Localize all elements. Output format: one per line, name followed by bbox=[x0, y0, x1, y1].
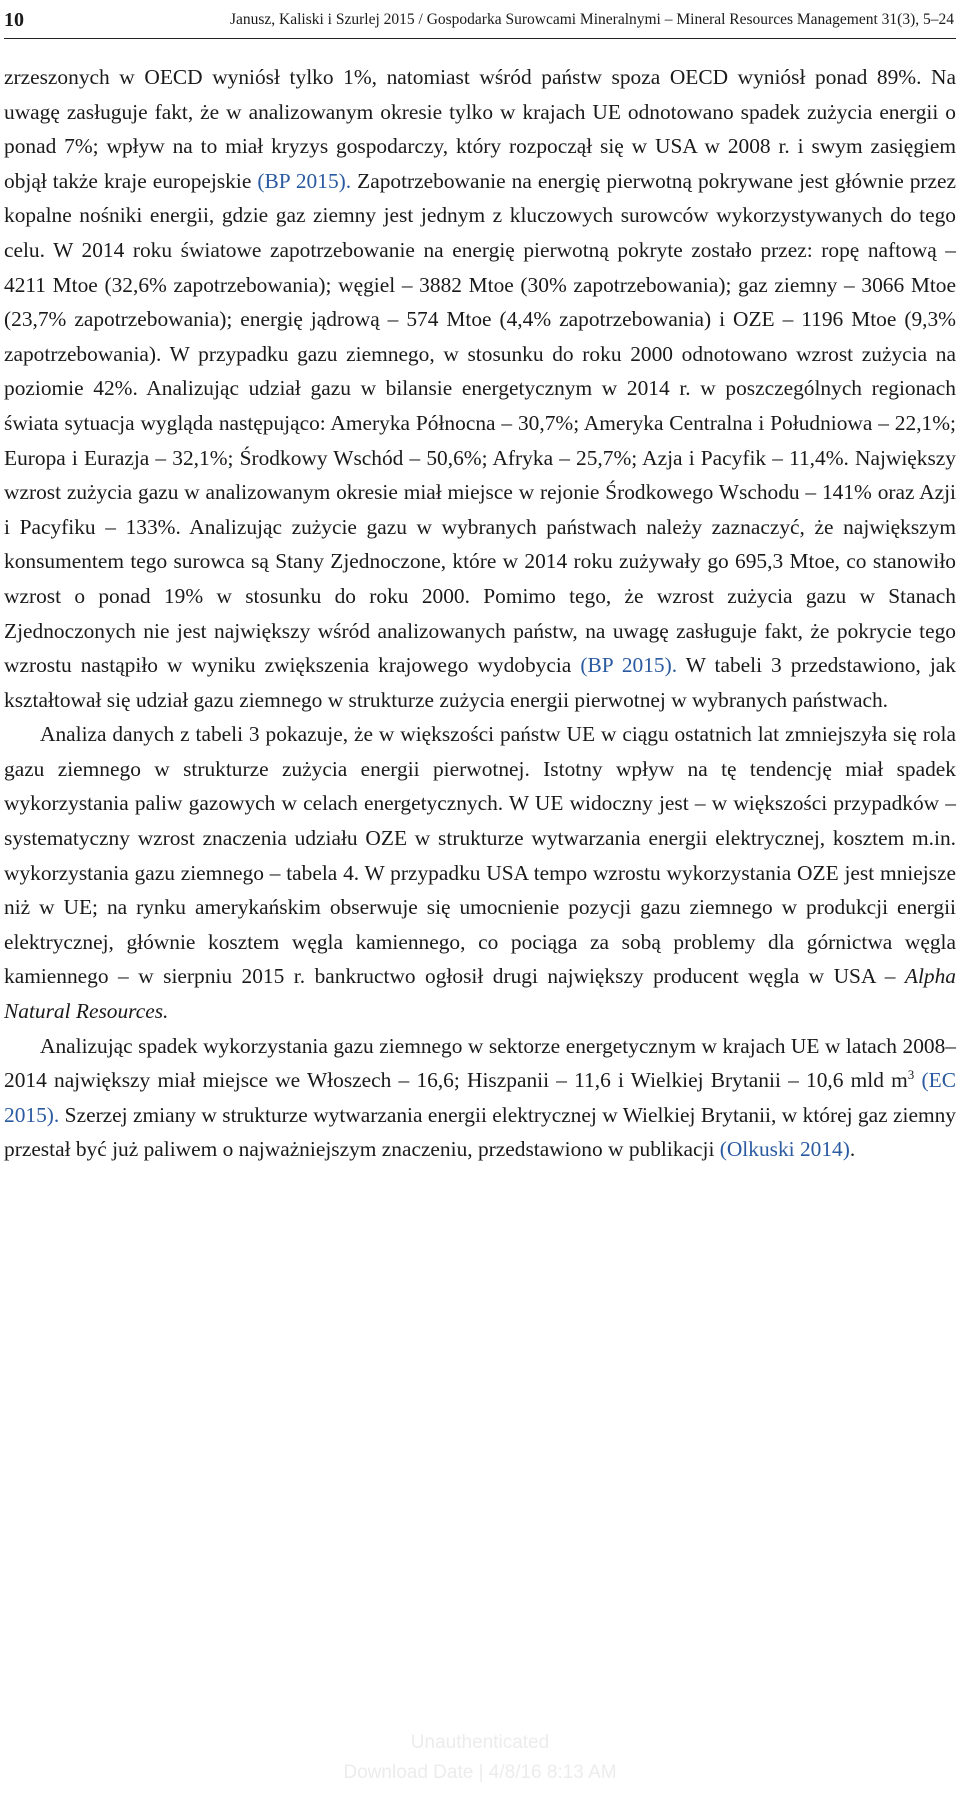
paragraph-3 bbox=[4, 1029, 956, 1167]
citation-link[interactable]: (BP 2015). bbox=[580, 653, 678, 678]
paragraph-text: Analiza danych z tabeli 3 pokazuje, że w większości państw UE w ciągu ostatnich lat zmniejszyła się rola gazu ziemnego w strukturze zużycia energii pierwotnej. Istotny wpływ na tę tendencję miał spadek wykorzystania paliw gazowych w celach energetycznych. W UE widoczny jest – w większości przypadków – systematyczny wzrost znaczenia udziału OZE w strukturze wytwarzania energii elektrycznej, kosztem m.in. wykorzystania gazu ziemnego – tabela 4. W przypadku USA tempo wzrostu wykorzystania OZE jest mniejsze niż w UE; na rynku amerykańskim obserwuje się umocnienie pozycji gazu ziemnego w produkcji energii elektrycznej, głównie kosztem węgla kamiennego, co pociąga za sobą problemy dla górnictwa węgla kamiennego – w sierpniu 2015 r. bankructwo ogłosił drugi największy producent węgla w USA – bbox=[4, 722, 956, 989]
citation-link[interactable]: (EC 2015). bbox=[4, 1068, 956, 1127]
page-number: 10 bbox=[4, 9, 24, 31]
citation-link[interactable]: (BP 2015). bbox=[257, 168, 352, 193]
paragraph-text: . bbox=[849, 1137, 856, 1162]
superscript-exponent: 3 bbox=[907, 1067, 915, 1083]
paragraph-text: W tabeli 3 przedstawiono, jak kształtował się udział gazu ziemnego w strukturze zużycia energii pierwotnej w wybranych państwach. bbox=[4, 653, 957, 712]
paragraph-1 bbox=[4, 60, 956, 717]
watermark-line-2: Download Date | 4/8/16 8:13 AM bbox=[343, 1762, 617, 1783]
running-head-citation: Janusz, Kaliski i Szurlej 2015 / Gospodarka Surowcami Mineralnymi – Mineral Resources Management 31(3), 5–24 bbox=[229, 11, 954, 28]
running-header bbox=[4, 8, 956, 39]
paragraph-2 bbox=[4, 717, 956, 1028]
paragraph-text: Szerzej zmiany w strukturze wytwarzania energii elektrycznej w Wielkiej Brytanii, w której gaz ziemny przestał być już paliwem o najważniejszym znaczeniu, przedstawiono w publikacji bbox=[4, 1102, 956, 1162]
article-body bbox=[4, 60, 956, 1167]
paragraph-text: Zapotrzebowanie na energię pierwotną pokrywane jest głównie przez kopalne nośniki energii, gdzie gaz ziemny jest jednym z kluczowych surowców wykorzystywanych do tego celu. W 2014 roku światowe zapotrzebowanie na energię pierwotną pokryte zostało przez: ropę naftową – 4211 Mtoe (32,6% zapotrzebowania); węgiel – 3882 Mtoe (30% zapotrzebowania); gaz ziemny – 3066 Mtoe (23,7% zapotrzebowania); energię jądrową – 574 Mtoe (4,4% zapotrzebowania) i OZE – 1196 Mtoe (9,3% zapotrzebowania). W przypadku gazu ziemnego, w stosunku do roku 2000 odnotowano wzrost zużycia na poziomie 42%. Analizując udział gazu w bilansie energetycznym w 2014 r. w poszczególnych regionach świata sytuacja wygląda następująco: Ameryka Północna – 30,7%; Ameryka Centralna i Południowa – 22,1%; Europa i Eurazja – 32,1%; Środkowy Wschód – 50,6%; Afryka – 25,7%; Azja i Pacyfik – 11,4%. Największy wzrost zużycia gazu w analizowanym okresie miał miejsce w rejonie Środkowego Wschodu – 141% oraz Azji i Pacyfiku – 133%. Analizując zużycie gazu w wybranych państwach należy zaznaczyć, że największym konsumentem tego surowca są Stany Zjednoczone, które w 2014 roku zużywały go 695,3 Mtoe, co stanowiło wzrost o ponad 19% w stosunku do roku 2000. Pomimo tego, że wzrost zużycia gazu w Stanach Zjednoczonych nie jest największy wśród analizowanych państw, na uwagę zasługuje fakt, że pokrycie tego wzrostu nastąpiło w wyniku zwiększenia krajowego wydobycia bbox=[4, 168, 957, 678]
watermark-line-1: Unauthenticated bbox=[410, 1732, 550, 1753]
company-name: Alpha Natural Resources. bbox=[4, 964, 956, 1024]
paragraph-text: zrzeszonych w OECD wyniósł tylko 1%, natomiast wśród państw spoza OECD wyniósł ponad 89%. Na uwagę zasługuje fakt, że w analizowanym okresie tylko w krajach UE odnotowano spadek zużycia energii o ponad 7%; wpływ na to miał kryzys gospodarczy, który rozpoczął się w USA w 2008 r. i swym zasięgiem objął także kraje europejskie bbox=[4, 65, 956, 193]
citation-link[interactable]: (Olkuski 2014) bbox=[719, 1137, 850, 1162]
paragraph-text: Analizując spadek wykorzystania gazu ziemnego w sektorze energetycznym w krajach UE w latach 2008–2014 największy miał miejsce we Włoszech – 16,6; Hiszpanii – 11,6 i Wielkiej Brytanii – 10,6 mld m bbox=[4, 1033, 956, 1093]
